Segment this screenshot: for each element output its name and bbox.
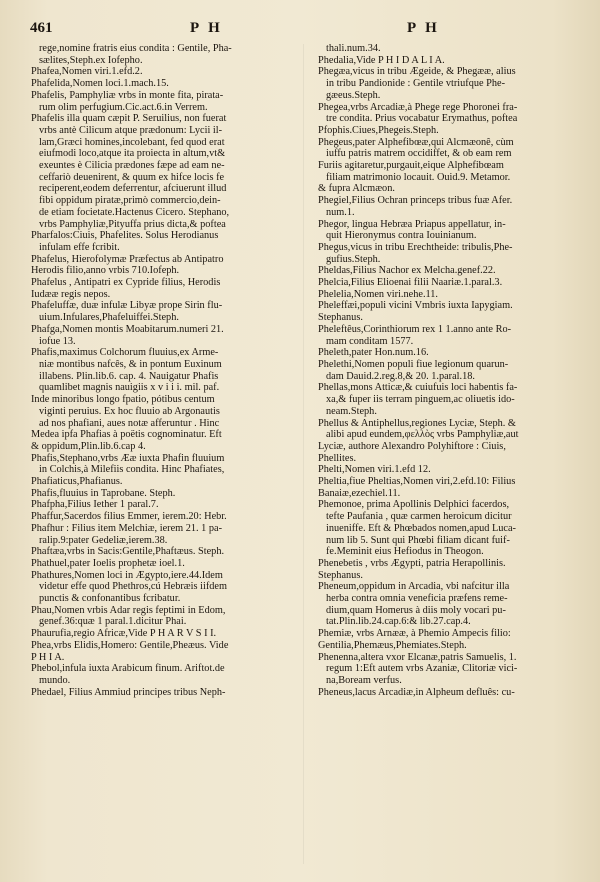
text-line: Pheleftêus,Corinthiorum rex 1 1.anno ante Ro- [318, 323, 512, 335]
text-line: Pheltia,fiue Pheltias,Nomen viri,2.efd.10: Filius [318, 476, 516, 488]
page-header [0, 20, 600, 42]
text-line: Phegor, lingua Hebræa Priapus appellatur, in- [318, 218, 506, 230]
text-line: gæeus.Steph. [326, 89, 381, 101]
text-line: Herodis filio,anno vrbis 710.Iofeph. [31, 265, 180, 277]
text-line: Phegiel,Filius Ochran princeps tribus fuæ Afer. [318, 195, 513, 207]
running-head-left: PH [190, 20, 229, 36]
text-line: fe.Meminit eius Hefiodus in Theogon. [326, 546, 484, 558]
right-column [318, 43, 586, 698]
text-line: Phebol,infula iuxta Arabicum finum. Ariftot.de [31, 663, 225, 675]
text-line: & fupra Alcmæon. [318, 183, 395, 195]
text-line: Phafis,Stephano,vrbs Ææ iuxta Phafin fluuium [31, 452, 225, 464]
text-line: Inde minoribus longo fpatio, pótibus centum [31, 394, 215, 406]
text-line: Phafis,maximus Colchorum fluuius,ex Arme- [31, 347, 219, 359]
text-line: Banaiæ,ezechiel.11. [318, 487, 401, 499]
text-line: Phaurufia,regio Africæ,Vide P H A R V S I I. [31, 628, 217, 640]
text-line: Phafpha,Filius Iether 1 paral.7. [31, 499, 159, 511]
text-line: num.1. [326, 206, 355, 218]
text-line: fibi oppidum piratæ,primò commercio,dein- [39, 195, 221, 207]
text-line: Medea ipfa Phafias à poëtis cognominatur. Eft [31, 429, 222, 441]
text-line: Phaffur,Sacerdos filius Emmer, ierem.20: Hebr. [31, 511, 227, 523]
text-line: Stephanus. [318, 569, 363, 581]
text-line: Gentilia,Phemæus,Phemiates.Steph. [318, 639, 467, 651]
text-line: lam,Græci homines,incolebant, fed quod erat [39, 136, 225, 148]
text-line: tefte Paufania , quæ carmen heroicum dicitur [326, 511, 512, 523]
text-line: xa,& fuper iis terram pinguem,ac oliuetis ido- [326, 394, 515, 406]
text-line: gufius.Steph. [326, 253, 381, 265]
text-line: Phafelis, Pamphyliæ vrbs in monte fita, pirata- [31, 89, 224, 101]
column-gutter [303, 44, 304, 864]
text-line: viginti peruius. Ex hoc fluuio ab Argonautis [39, 405, 220, 417]
text-line: punctis & confonantibus fcribatur. [39, 593, 181, 605]
text-line: Phellas,mons Atticæ,& cuiufuis loci habentis fa- [318, 382, 518, 394]
text-line: niæ montibus nafcês, & in pontum Euxinum [39, 358, 222, 370]
text-line: Pheneus,lacus Arcadiæ,in Alpheum defluês: cu- [318, 686, 515, 698]
text-line: Phau,Nomen vrbis Adar regis feptimi in Edom, [31, 604, 226, 616]
text-line: Phemiæ, vrbs Arnææ, à Phemio Ampecis filio: [318, 628, 511, 640]
text-line: rege,nomine fratris eius condita : Gentile, Pha- [39, 43, 232, 54]
text-line: iuffu patris matrem occidiffet, & ob eam rem [326, 148, 512, 160]
text-line: Phedalia,Vide P H I D A L I A. [318, 54, 445, 66]
text-line: Phenenna,altera vxor Elcanæ,patris Samuelis, 1. [318, 651, 517, 663]
text-line: na,Boream verfus. [326, 674, 402, 686]
text-line: genef.36:quæ 1 paral.1.dicitur Phai. [39, 616, 187, 628]
text-line: Phegæa,vicus in tribu Ægeide, & Phegææ, alius [318, 66, 516, 78]
text-line: Phea,vrbs Elidis,Homero: Gentile,Pheæus. Vide [31, 639, 229, 651]
text-line: Phedael, Filius Ammiud principes tribus Neph- [31, 686, 226, 698]
text-line: illabens. Plin.lib.6. cap. 4. Nauigatur Phafis [39, 370, 219, 382]
text-line: Phafelus , Antipatri ex Cypride filius, Herodis [31, 277, 221, 289]
left-column [31, 43, 296, 698]
text-line: Phelelia,Nomen viri.nehe.11. [318, 288, 439, 300]
text-line: Phathures,Nomen loci in Ægypto,iere.44.Idem [31, 569, 223, 581]
text-line: herba contra omnia veneficia præfens reme- [326, 593, 508, 605]
text-line: Pheleth,pater Hon.num.16. [318, 347, 429, 359]
text-line: ceffariò deuenirent, & quum ex hifce locis fe [39, 171, 225, 183]
text-line: Phenebetis , vrbs Ægypti, patria Herapollinis. [318, 557, 506, 569]
text-line: Phelti,Nomen viri.1.efd 12. [318, 464, 431, 476]
text-line: Phafelida,Nomen loci.1.mach.15. [31, 78, 169, 90]
text-line: Phafeluffæ, duæ infulæ Libyæ prope Sirin flu- [31, 300, 223, 312]
running-head-right: PH [407, 20, 446, 36]
text-line: Phathuel,pater Ioelis prophetæ ioel.1. [31, 557, 185, 569]
text-line: Phafiaticus,Phafianus. [31, 476, 123, 488]
text-line: Phafhur : Filius item Melchiæ, ierem 21. 1 pa- [31, 522, 223, 534]
text-line: Phegeus,pater Alphefibœæ,qui Alcmæonê, cùm [318, 136, 514, 148]
text-line: Phafelus, Hierofolymæ Præfectus ab Antipatro [31, 253, 224, 265]
text-line: rum olim perfugium.Cic.act.6.in Verrem. [39, 101, 208, 113]
page-number: 461 [30, 20, 53, 36]
text-line: mundo. [39, 674, 71, 686]
text-line: Iudææ regis nepos. [31, 288, 111, 300]
text-line: Phafis,fluuius in Taprobane. Steph. [31, 487, 176, 499]
text-line: Pharfalos:Ciuis, Phafelites. Solus Herodianus [31, 230, 219, 242]
text-line: num lib 5. Sunt qui Phœbi filiam dicant fuif- [326, 534, 510, 546]
text-line: Phellus & Antiphellus,regiones Lyciæ, Steph. & [318, 417, 516, 429]
text-line: ad nos phafiani, aues notæ afferuntur . Hinc [39, 417, 220, 429]
text-line: vrbs antè Cilicum atque prædonum: Lycii il- [39, 124, 223, 136]
text-line: regum 1:Eft autem vrbs Azaniæ, Clitoriæ vici- [326, 663, 518, 675]
text-line: iofue 13. [39, 335, 76, 347]
text-line: exeuntes è Cilicia prædones fæpe ad eam ne- [39, 160, 225, 172]
text-line: tre condita. Prius vocabatur Erymathus, poftea [326, 113, 518, 125]
text-line: Phelcia,Filius Elioenai filii Naariæ.1.paral.3. [318, 277, 503, 289]
text-line: reciperent,eodem deferrentur, afciuerunt illud [39, 183, 227, 195]
text-line: Phegea,vrbs Arcadiæ,à Phege rege Phoronei fra- [318, 101, 518, 113]
text-line: dium,quam Homerus à diis moly vocari pu- [326, 604, 506, 616]
text-line: Pfophis.Ciues,Phegeis.Steph. [318, 124, 439, 136]
text-line: dam Dauid.2.reg.8,& 20. 1.paral.18. [326, 370, 475, 382]
text-line: Phemonoe, prima Apollinis Delphici facerdos, [318, 499, 510, 511]
text-line: mam conditam 1577. [326, 335, 414, 347]
text-line: uium.Infulares,Phafeluiffei.Steph. [39, 312, 179, 324]
text-line: eiufmodi loco,atque ita proiecta in altum,vt& [39, 148, 226, 160]
text-line: ralip.9:pater Gedeliæ,ierem.38. [39, 534, 168, 546]
text-line: Phegus,vicus in tribu Erechtheide: tribulis,Phe- [318, 241, 513, 253]
text-line: videtur effe quod Phethros,cú Hebræis iifdem [39, 581, 227, 593]
text-line: de etiam focietate.Hactenus Cicero. Stephano, [39, 206, 230, 218]
text-line: quamlibet magnis nauigiis x v i i i. mil. paf. [39, 382, 220, 394]
text-line: thali.num.34. [326, 43, 381, 54]
text-line: inueniffe. Eft & Phœbados nomen,apud Luca- [326, 522, 516, 534]
text-line: infulam effe fcribit. [39, 241, 120, 253]
text-line: Lyciæ, authore Alexandro Polyhiftore : Ciuis, [318, 440, 506, 452]
text-line: & oppidum,Plin.lib.6.cap 4. [31, 440, 146, 452]
text-line: neam.Steph. [326, 405, 377, 417]
text-line: vrbs Pamphyliæ,Pityuffa prius dicta,& poftea [39, 218, 226, 230]
text-line: Pheldas,Filius Nachor ex Melcha.genef.22. [318, 265, 496, 277]
text-line: in Colchis,à Milefiis condita. Hinc Phafiates, [39, 464, 225, 476]
text-line: Phafelis illa quam cæpit P. Seruilius, non fuerat [31, 113, 227, 125]
text-line: Phafea,Nomen viri.1.efd.2. [31, 66, 143, 78]
text-line: Phellites. [318, 452, 357, 464]
text-line: Stephanus. [318, 312, 363, 324]
text-line: in tribu Pandionide : Gentile vtriufque Phe- [326, 78, 506, 90]
text-line: filiam matrimonio locauit. Ouid.9. Metamor. [326, 171, 511, 183]
text-line: Pheneum,oppidum in Arcadia, vbi nafcitur illa [318, 581, 510, 593]
text-line: Phafga,Nomen montis Moabitarum.numeri 21. [31, 323, 224, 335]
text-line: tat.Plin.lib.24.cap.6:& lib.27.cap.4. [326, 616, 471, 628]
text-line: Furiis agitaretur,purgauit,eique Alphefibœam [318, 160, 504, 172]
text-line: Phaftæa,vrbs in Sacis:Gentile,Phaftæus. Steph. [31, 546, 225, 558]
text-line: Pheleffæi,populi vicini Vmbris iuxta Iapygiam. [318, 300, 513, 312]
text-line: alibi apud eundem,φελλὸς vrbs Pamphyliæ,aut [326, 429, 519, 441]
text-line: quit Hieronymus contra Iouinianum. [326, 230, 477, 242]
text-line: Phelethi,Nomen populi fiue legionum quarun- [318, 358, 509, 370]
text-line: sælites,Steph.ex Iofepho. [39, 54, 143, 66]
text-line: P H I A. [31, 651, 65, 663]
